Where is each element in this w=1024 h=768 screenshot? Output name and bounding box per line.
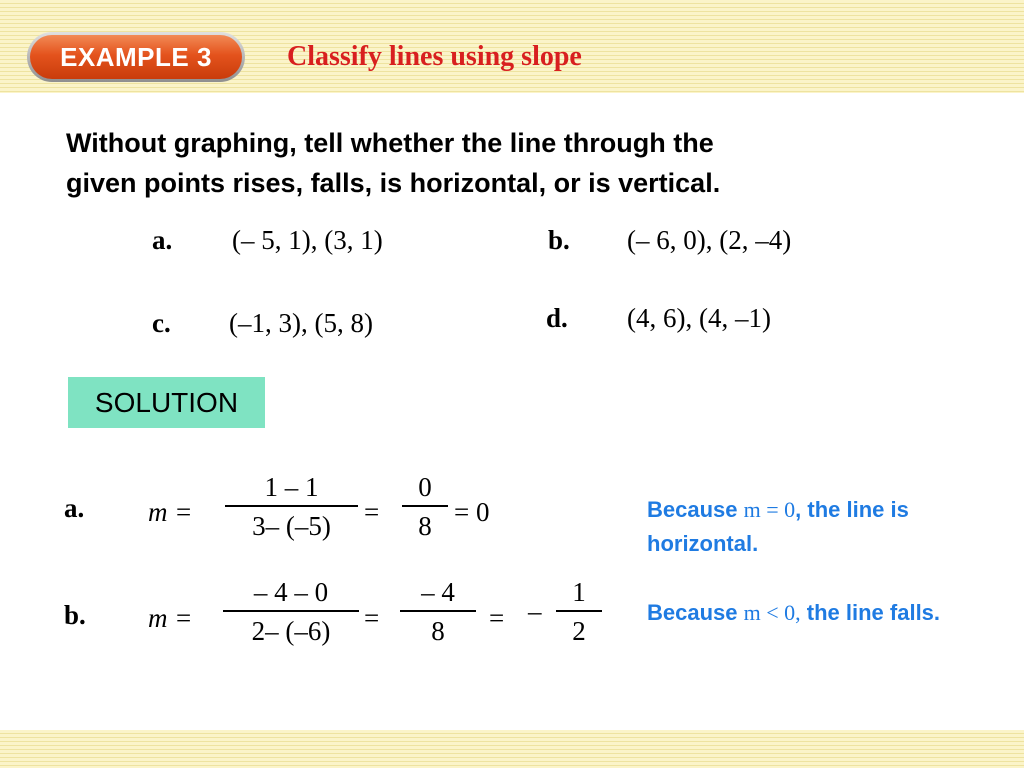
solution-a-frac1-numerator: 1 – 1 [264, 472, 319, 502]
solution-b-frac1-denominator: 2– (–6) [251, 616, 331, 646]
solution-label: SOLUTION [68, 377, 265, 428]
solution-b-frac1-numerator: – 4 – 0 [253, 577, 329, 607]
problem-a-label: a. [152, 225, 173, 255]
note-text: Because [647, 497, 744, 522]
problem-b-points: (– 6, 0), (2, –4) [627, 225, 792, 255]
solution-b-fraction-1 [223, 576, 359, 647]
problem-c-label: c. [152, 308, 171, 338]
fraction-bar [225, 505, 358, 507]
example-badge-label: EXAMPLE 3 [30, 35, 242, 79]
problem-c-points: (–1, 3), (5, 8) [229, 308, 373, 338]
solution-b-label: b. [64, 600, 86, 630]
solution-a-frac1-denominator: 3– (–5) [252, 511, 331, 541]
solution-b-m-equals: m = [148, 603, 193, 633]
fraction-bar [556, 610, 602, 612]
solution-b-note [647, 596, 1007, 630]
solution-a-label: a. [64, 493, 85, 523]
problem-b-label: b. [548, 225, 570, 255]
problem-a-points: (– 5, 1), (3, 1) [232, 225, 383, 255]
solution-b-fraction-3 [556, 576, 602, 647]
instructions-line-1: Without graphing, tell whether the line through the [66, 128, 714, 158]
solution-a-fraction-1 [225, 471, 358, 542]
solution-a-fraction-2 [402, 471, 448, 542]
solution-b-frac2-denominator: 8 [431, 616, 445, 646]
fraction-bar [400, 610, 476, 612]
footer-band [0, 730, 1024, 768]
solution-b-negative-sign: – [528, 596, 542, 626]
instructions [66, 123, 966, 203]
solution-a-equals-1: = [364, 497, 380, 527]
problem-d-points: (4, 6), (4, –1) [627, 303, 771, 333]
note-math: m = 0 [743, 497, 796, 522]
solution-a-frac2-denominator: 8 [418, 511, 432, 541]
instructions-line-2: given points rises, falls, is horizontal, or is vertical. [66, 168, 721, 198]
solution-b-frac3-numerator: 1 [572, 577, 586, 607]
solution-b-frac2-numerator: – 4 [421, 577, 455, 607]
note-text: the line falls. [800, 600, 941, 625]
fraction-bar [402, 505, 448, 507]
solution-b-fraction-2 [400, 576, 476, 647]
note-text: Because [647, 600, 744, 625]
solution-a-frac2-numerator: 0 [418, 472, 432, 502]
problem-d-label: d. [546, 303, 568, 333]
note-text: , the line is horizontal. [647, 497, 909, 556]
example-badge [27, 32, 245, 82]
solution-b-frac3-denominator: 2 [572, 616, 586, 646]
note-math: m < 0, [743, 600, 801, 625]
solution-a-result: = 0 [454, 497, 490, 527]
solution-a-m-equals: m = [148, 497, 193, 527]
slide-title: Classify lines using slope [287, 41, 582, 72]
solution-a-note [647, 493, 1007, 561]
fraction-bar [223, 610, 359, 612]
solution-b-equals-1: = [364, 603, 380, 633]
solution-b-equals-2: = [489, 603, 505, 633]
